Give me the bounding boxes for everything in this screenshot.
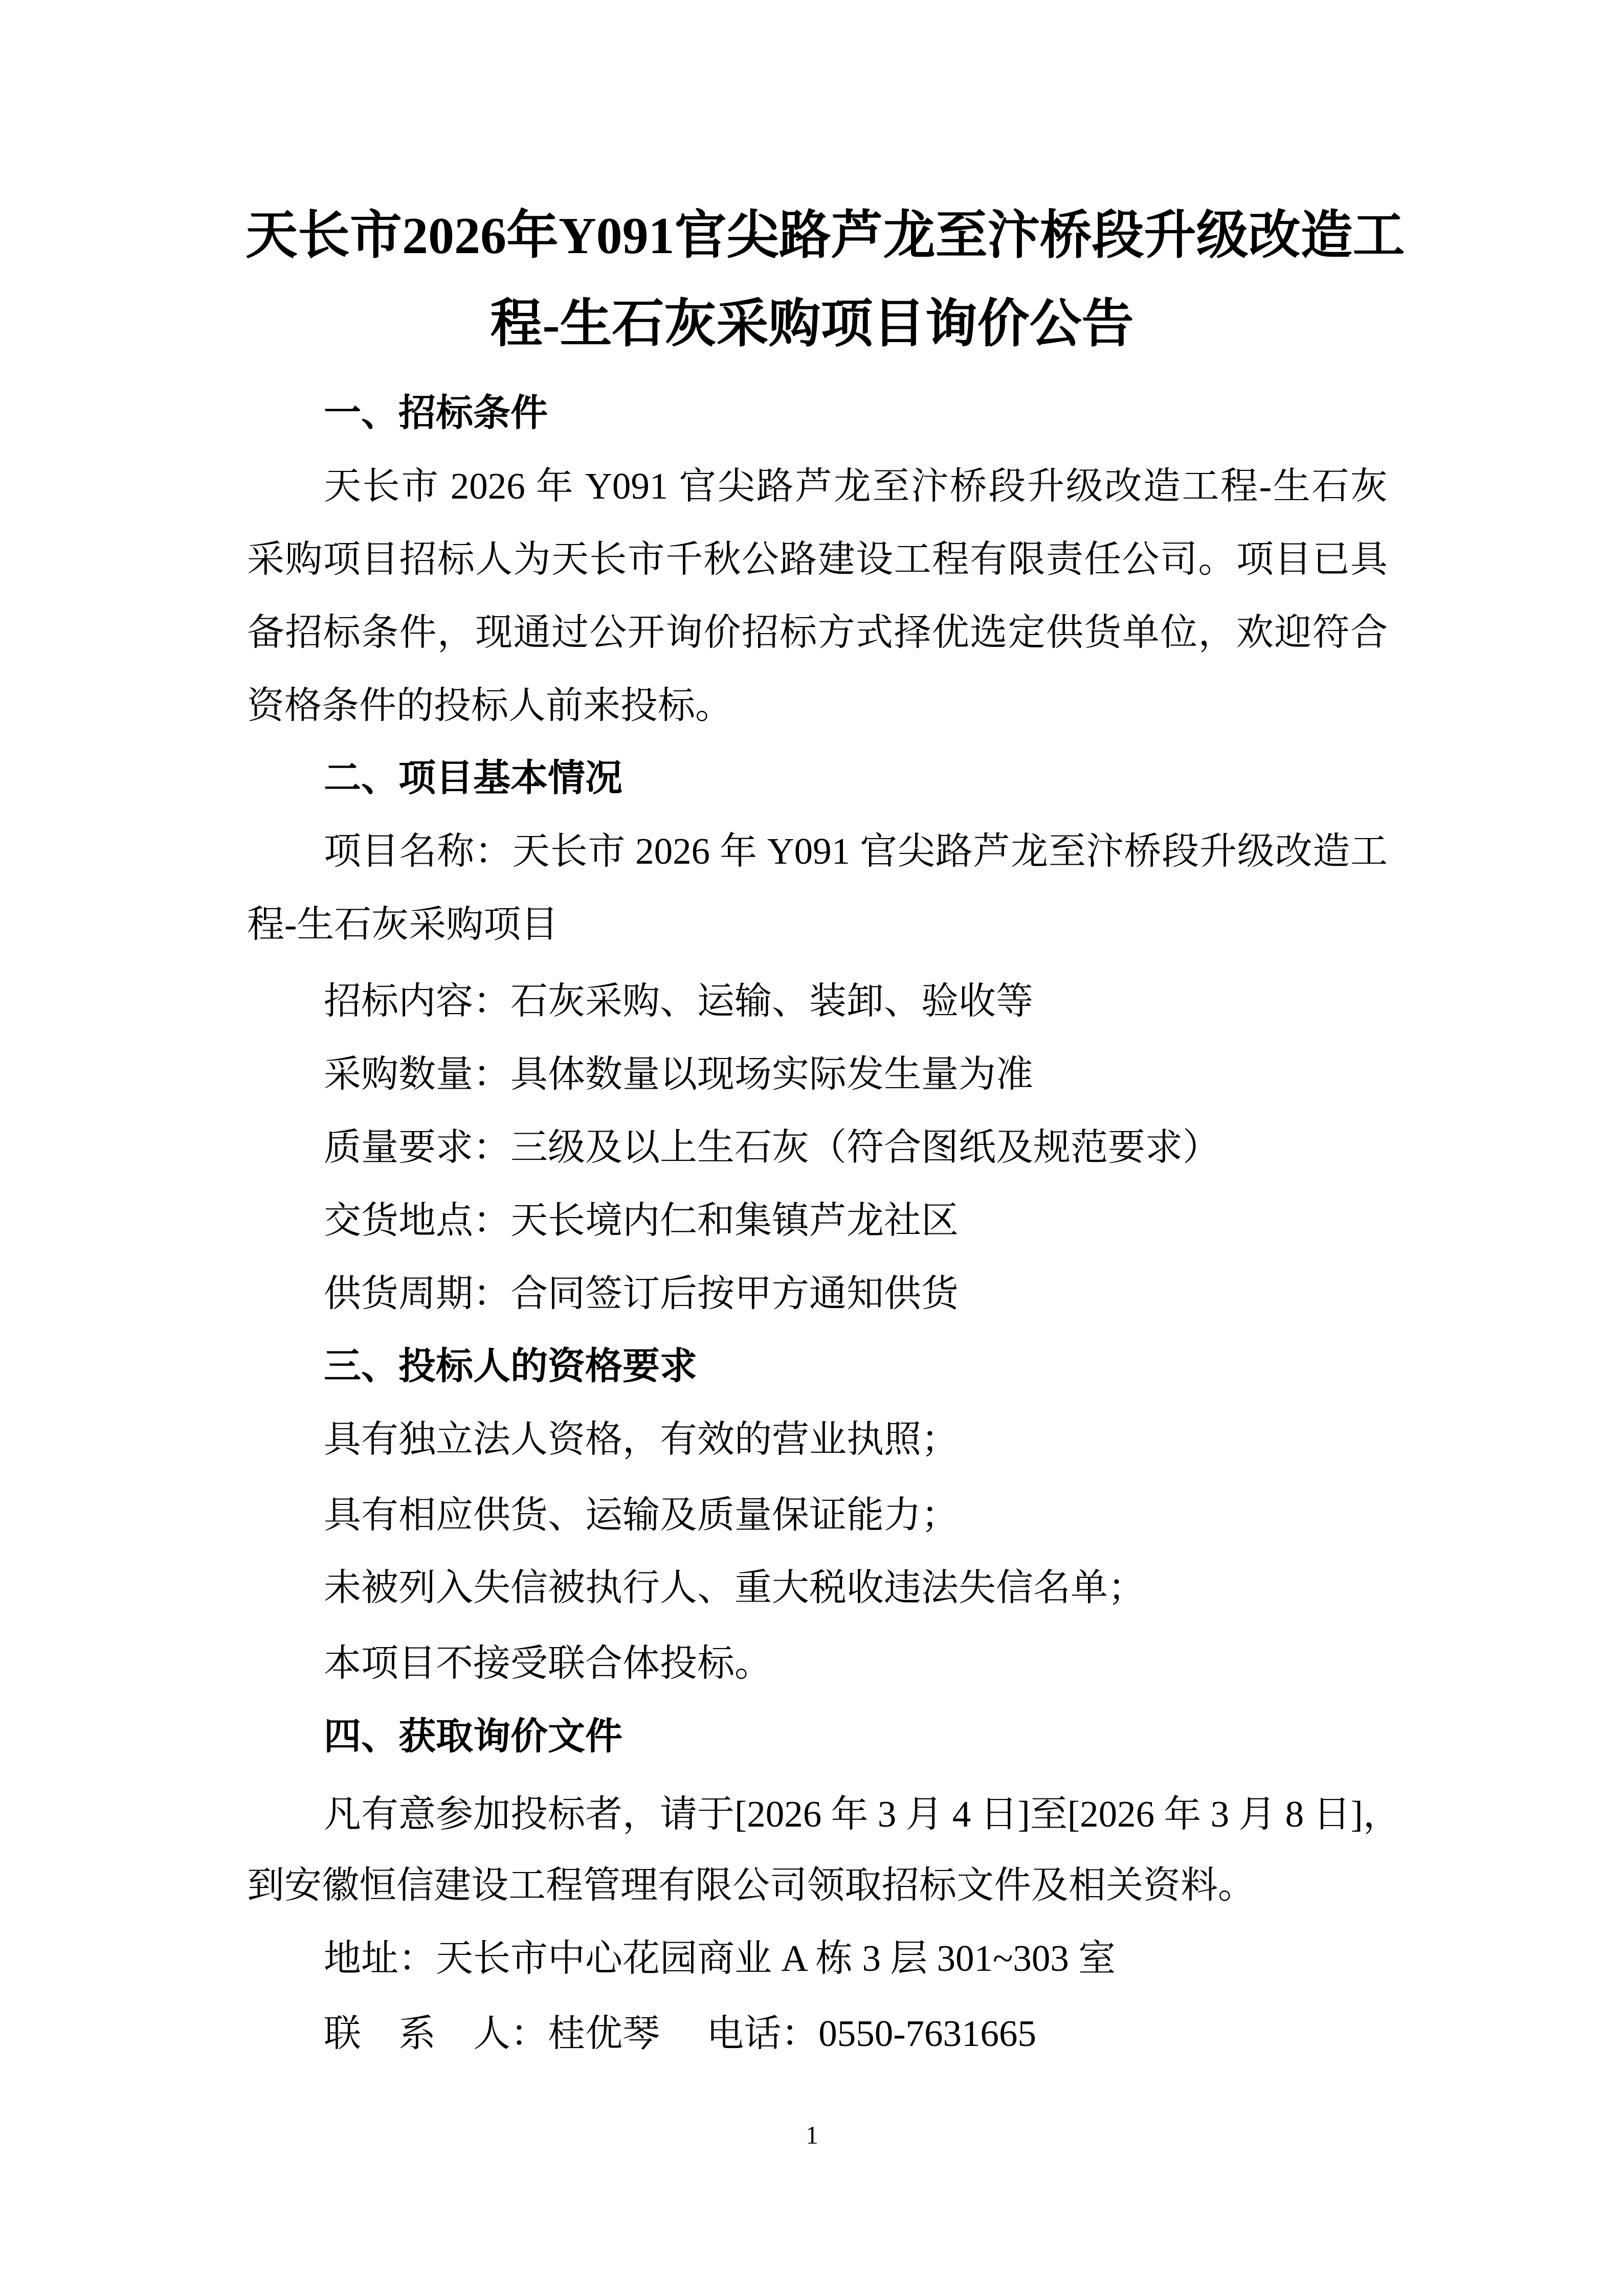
section-heading-2: 二、项目基本情况 [324,757,622,799]
paragraph-line: 供货周期：合同签订后按甲方通知供货 [324,1273,959,1314]
paragraph-line: 项目名称：天长市 2026 年 Y091 官尖路芦龙至汴桥段升级改造工 [324,830,1388,872]
paragraph-line: 采购项目招标人为天长市千秋公路建设工程有限责任公司。项目已具 [247,538,1388,580]
section-heading-3: 三、投标人的资格要求 [324,1345,697,1387]
paragraph-line: 交货地点：天长境内仁和集镇芦龙社区 [324,1200,959,1241]
paragraph-line: 本项目不接受联合体投标。 [324,1642,772,1684]
title-line-1: 天长市2026年Y091官尖路芦龙至汴桥段升级改造工 [246,207,1405,265]
paragraph-line: 到安徽恒信建设工程管理有限公司领取招标文件及相关资料。 [247,1864,1255,1906]
paragraph-line: 未被列入失信被执行人、重大税收违法失信名单； [324,1567,1145,1608]
paragraph-line: 具有相应供货、运输及质量保证能力； [324,1494,959,1536]
paragraph-line: 备招标条件，现通过公开询价招标方式择优选定供货单位，欢迎符合 [247,612,1388,653]
paragraph-line: 资格条件的投标人前来投标。 [247,685,732,726]
contact-line: 联 系 人：桂优琴 电话：0550-7631665 [324,2013,1037,2054]
paragraph-line: 程-生石灰采购项目 [247,904,559,945]
paragraph-line: 招标内容：石灰采购、运输、装卸、验收等 [324,980,1033,1022]
paragraph-line: 具有独立法人资格，有效的营业执照； [324,1419,959,1460]
paragraph-line: 质量要求：三级及以上生石灰（符合图纸及规范要求） [324,1127,1220,1168]
paragraph-line: 采购数量：具体数量以现场实际发生量为准 [324,1053,1033,1095]
paragraph-line: 天长市 2026 年 Y091 官尖路芦龙至汴桥段升级改造工程-生石灰 [324,465,1388,507]
section-heading-4: 四、获取询价文件 [324,1716,622,1757]
title-line-2: 程-生石灰采购项目询价公告 [490,296,1134,353]
page-number: 1 [806,2121,818,2149]
section-heading-1: 一、招标条件 [324,392,548,434]
paragraph-line: 凡有意参加投标者，请于[2026 年 3 月 4 日]至[2026 年 3 月 8 日]， [324,1793,1400,1835]
address-line: 地址：天长市中心花园商业 A 栋 3 层 301~303 室 [324,1938,1116,1979]
